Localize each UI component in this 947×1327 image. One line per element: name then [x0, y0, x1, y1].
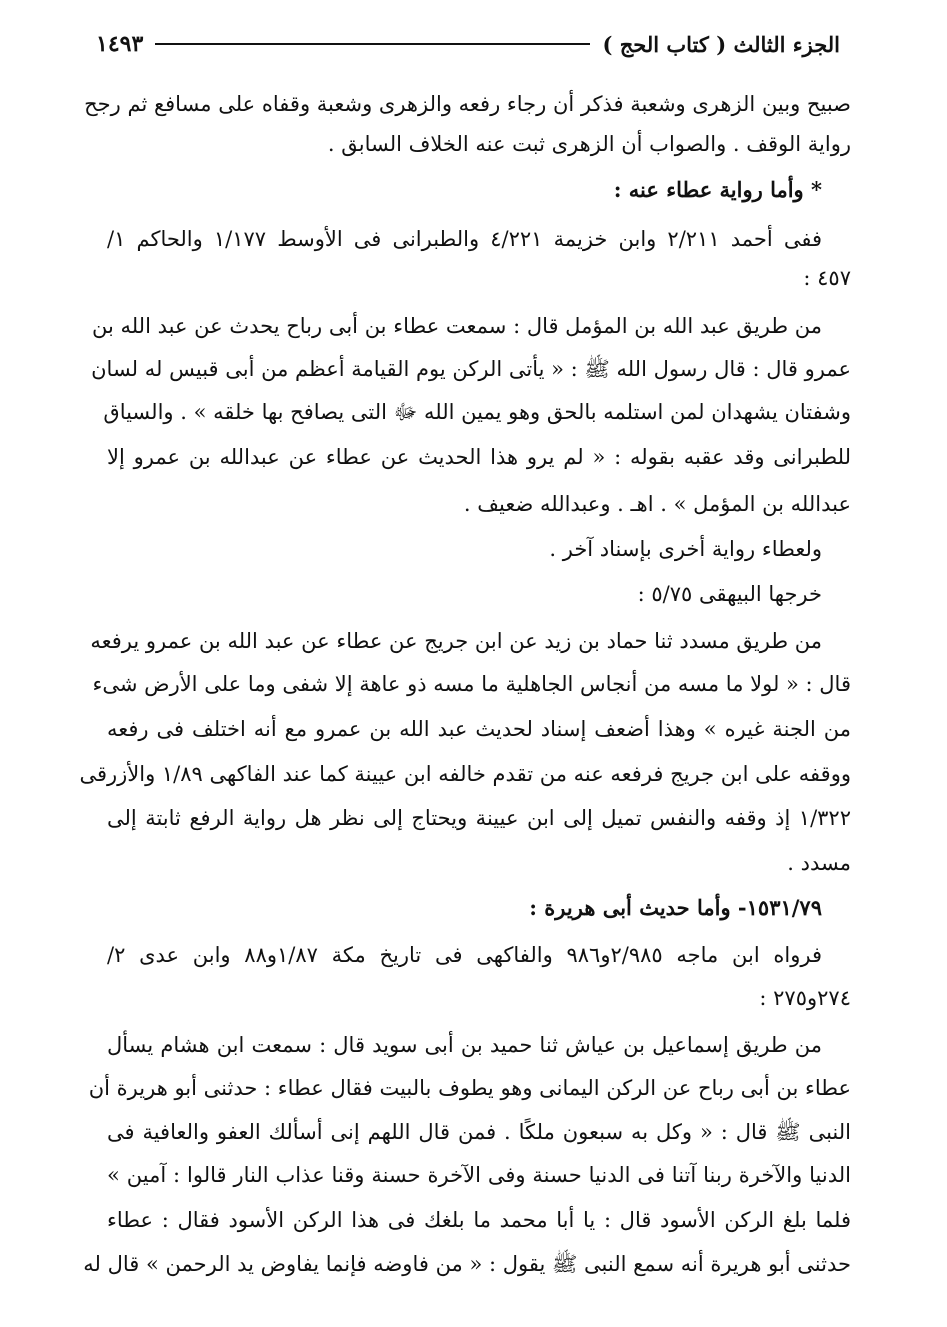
text-line: عبدالله بن المؤمل » . اهـ . وعبدالله ضعيف .	[463, 492, 851, 516]
text-line: من طريق مسدد ثنا حماد بن زيد عن ابن جريج عن عطاء عن عبد الله بن عمرو يرفعه	[90, 629, 822, 653]
section-heading: * وأما رواية عطاء عنه :	[613, 177, 822, 202]
text-line: من طريق عبد الله بن المؤمل قال : سمعت عطاء بن أبى رباح يحدث عن عبد الله بن	[91, 314, 822, 338]
text-line: قال : « لولا ما مسه من أنجاس الجاهلية ما مسه ذو عاهة إلا شفى وما على الأرض شىء	[92, 672, 851, 696]
text-line: فلما بلغ الركن الأسود قال : يا أبا محمد ما بلغك فى هذا الركن الأسود فقال : عطاء	[107, 1208, 851, 1232]
text-line: ١/٣٢٢ إذ وقفه والنفس تميل إلى ابن عيينة ويحتاج إلى نظر هل رواية الرفع ثابتة إلى	[107, 806, 851, 830]
text-line: عمرو قال : قال رسول الله ﷺ : « يأتى الركن يوم القيامة أعظم من أبى قبيس له لسان	[91, 357, 851, 381]
text-line: للطبرانى وقد عقبه بقوله : « لم يرو هذا الحديث عن عطاء عن عبدالله بن عمرو إلا	[107, 445, 851, 469]
text-line: ولعطاء رواية أخرى بإسناد آخر .	[549, 537, 822, 561]
text-line: ٤٥٧ :	[803, 266, 851, 290]
text-line: النبى ﷺ قال : « وكل به سبعون ملكًا . فمن قال اللهم إنى أسألك العفو والعافية فى	[107, 1120, 851, 1144]
page-number: ١٤٩٣	[96, 31, 144, 57]
running-title: الجزء الثالث ( كتاب الحج )	[602, 31, 840, 57]
text-line: من الجنة غيره » وهذا أضعف إسناد لحديث عبد الله بن عمرو مع أنه اختلف فى رفعه	[107, 717, 851, 741]
text-line: رواية الوقف . والصواب أن الزهرى ثبت عنه الخلاف السابق .	[327, 132, 851, 156]
text-line: عطاء بن أبى رباح عن الركن اليمانى وهو يطوف بالبيت فقال عطاء : حدثنى أبو هريرة أن	[88, 1076, 851, 1100]
text-line: من طريق إسماعيل بن عياش ثنا حميد بن أبى سويد قال : سمعت ابن هشام يسأل	[107, 1033, 822, 1057]
text-line: وشفتان يشهدان لمن استلمه بالحق وهو يمين الله ﷻ التى يصافح بها خلقه » . والسياق	[103, 400, 851, 424]
text-line: حدثنى أبو هريرة أنه سمع النبى ﷺ يقول : « من فاوضه فإنما يفاوض يد الرحمن » قال له	[83, 1252, 851, 1276]
text-line: خرجها البيهقى ٥/٧٥ :	[637, 582, 822, 606]
text-line: ووقفه على ابن جريج فرفعه عنه من تقدم خالفه ابن عيينة كما عند الفاكهى ١/٨٩ والأزرقى	[79, 762, 851, 786]
header-rule	[155, 43, 590, 45]
text-line: فرواه ابن ماجه ٢/٩٨٥و٩٨٦ والفاكهى فى تاريخ مكة ١/٨٧و٨٨ وابن عدى ٢/	[107, 943, 822, 967]
running-header	[96, 22, 840, 66]
text-line: ففى أحمد ٢/٢١١ وابن خزيمة ٤/٢٢١ والطبرانى فى الأوسط ١/١٧٧ والحاكم ١/	[107, 227, 822, 251]
text-line: الدنيا والآخرة ربنا آتنا فى الدنيا حسنة وفى الآخرة حسنة وقنا عذاب النار قالوا : آمين »	[107, 1163, 851, 1187]
text-line: صبيح وبين الزهرى وشعبة فذكر أن رجاء رفعه والزهرى وشعبة وقفاه على مسافع ثم رجح	[84, 92, 851, 116]
text-line: مسدد .	[787, 851, 851, 875]
section-heading: ١٥٣١/٧٩- وأما حديث أبى هريرة :	[529, 895, 822, 920]
text-line: ٢٧٤و٢٧٥ :	[759, 986, 851, 1010]
